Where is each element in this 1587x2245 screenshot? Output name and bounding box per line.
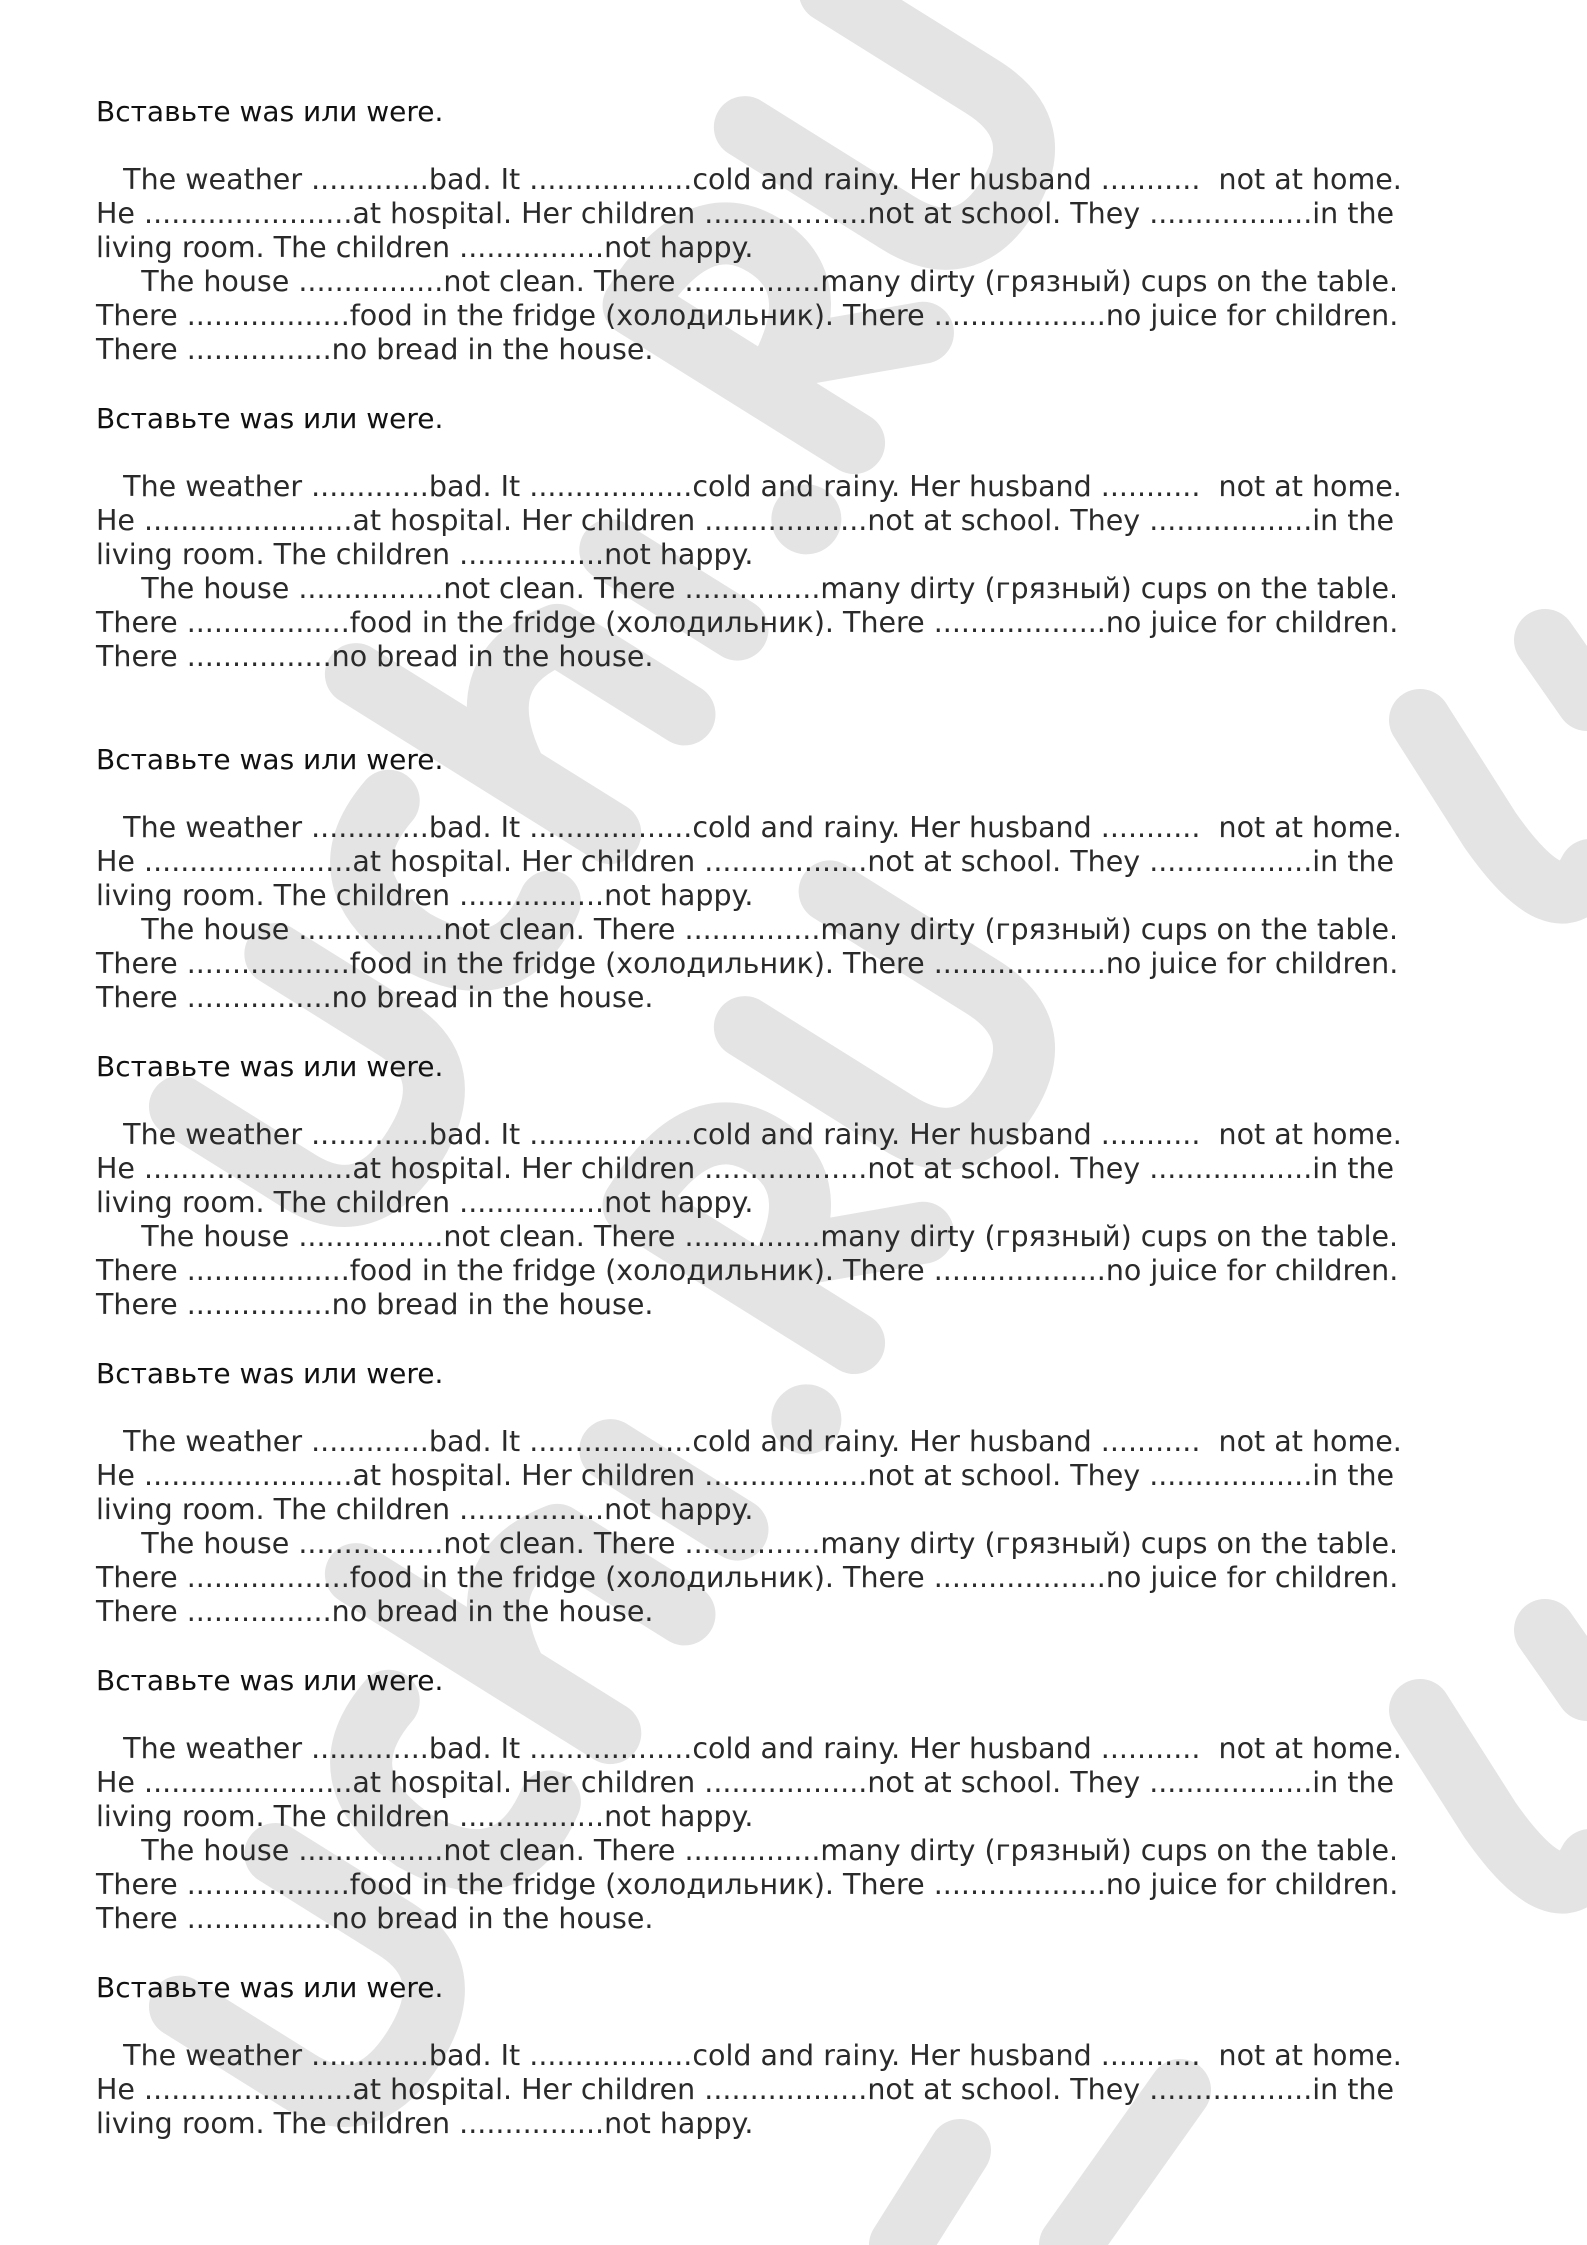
exercise-line: The house ................not clean. There ...............many dirty (грязный) cups on the table. bbox=[96, 265, 1399, 298]
exercise-line: The weather .............bad. It ..................cold and rainy. Her husband ........... not at home. bbox=[96, 163, 1402, 196]
exercise-line: The weather .............bad. It ..................cold and rainy. Her husband ........... not at home. bbox=[96, 2039, 1402, 2072]
exercise-heading: Вставьте was или were. bbox=[96, 1664, 444, 1697]
exercise-heading: Вставьте was или were. bbox=[96, 402, 444, 435]
exercise-line: The weather .............bad. It ..................cold and rainy. Her husband ........... not at home. bbox=[96, 811, 1402, 844]
exercise-heading: Вставьте was или were. bbox=[96, 1357, 444, 1390]
exercise-line: There ..................food in the fridge (холодильник). There ...................no juice for children. bbox=[96, 1254, 1399, 1287]
exercise-line: The house ................not clean. There ...............many dirty (грязный) cups on the table. bbox=[96, 1220, 1399, 1253]
exercise-line: He .......................at hospital. Her children ..................not at school. They ..................in the bbox=[96, 504, 1395, 537]
exercise-line: There ................no bread in the house. bbox=[96, 1288, 654, 1321]
exercise-line: There ................no bread in the house. bbox=[96, 333, 654, 366]
exercise-line: The weather .............bad. It ..................cold and rainy. Her husband ........... not at home. bbox=[96, 1732, 1402, 1765]
exercise-line: There ..................food in the fridge (холодильник). There ...................no juice for children. bbox=[96, 299, 1399, 332]
exercise-heading: Вставьте was или were. bbox=[96, 1050, 444, 1083]
exercise-line: He .......................at hospital. Her children ..................not at school. They ..................in the bbox=[96, 1766, 1395, 1799]
exercise-line: He .......................at hospital. Her children ..................not at school. They ..................in the bbox=[96, 2073, 1395, 2106]
exercise-line: There ................no bread in the house. bbox=[96, 1595, 654, 1628]
exercise-line: The house ................not clean. There ...............many dirty (грязный) cups on the table. bbox=[96, 1527, 1399, 1560]
exercise-line: living room. The children ................not happy. bbox=[96, 1186, 754, 1219]
exercise-line: The house ................not clean. There ...............many dirty (грязный) cups on the table. bbox=[96, 1834, 1399, 1867]
exercise-line: He .......................at hospital. Her children ..................not at school. They ..................in the bbox=[96, 1152, 1395, 1185]
exercise-line: The weather .............bad. It ..................cold and rainy. Her husband ........... not at home. bbox=[96, 470, 1402, 503]
exercise-line: There ................no bread in the house. bbox=[96, 981, 654, 1014]
exercise-line: The weather .............bad. It ..................cold and rainy. Her husband ........... not at home. bbox=[96, 1118, 1402, 1151]
exercise-line: He .......................at hospital. Her children ..................not at school. They ..................in the bbox=[96, 197, 1395, 230]
exercise-line: living room. The children ................not happy. bbox=[96, 2107, 754, 2140]
exercise-line: The weather .............bad. It ..................cold and rainy. Her husband ........... not at home. bbox=[96, 1425, 1402, 1458]
exercise-line: There ................no bread in the house. bbox=[96, 1902, 654, 1935]
exercise-line: There ..................food in the fridge (холодильник). There ...................no juice for children. bbox=[96, 606, 1399, 639]
exercise-line: living room. The children ................not happy. bbox=[96, 231, 754, 264]
exercise-heading: Вставьте was или were. bbox=[96, 1971, 444, 2004]
exercise-line: There ..................food in the fridge (холодильник). There ...................no juice for children. bbox=[96, 1868, 1399, 1901]
exercise-line: living room. The children ................not happy. bbox=[96, 1800, 754, 1833]
exercise-line: There ..................food in the fridge (холодильник). There ...................no juice for children. bbox=[96, 1561, 1399, 1594]
exercise-line: He .......................at hospital. Her children ..................not at school. They ..................in the bbox=[96, 845, 1395, 878]
exercise-line: There ................no bread in the house. bbox=[96, 640, 654, 673]
exercise-line: living room. The children ................not happy. bbox=[96, 879, 754, 912]
exercise-line: living room. The children ................not happy. bbox=[96, 1493, 754, 1526]
exercise-heading: Вставьте was или were. bbox=[96, 95, 444, 128]
exercise-heading: Вставьте was или were. bbox=[96, 743, 444, 776]
exercise-line: The house ................not clean. There ...............many dirty (грязный) cups on the table. bbox=[96, 572, 1399, 605]
exercise-line: The house ................not clean. There ...............many dirty (грязный) cups on the table. bbox=[96, 913, 1399, 946]
exercise-line: There ..................food in the fridge (холодильник). There ...................no juice for children. bbox=[96, 947, 1399, 980]
exercise-line: He .......................at hospital. Her children ..................not at school. They ..................in the bbox=[96, 1459, 1395, 1492]
exercise-line: living room. The children ................not happy. bbox=[96, 538, 754, 571]
